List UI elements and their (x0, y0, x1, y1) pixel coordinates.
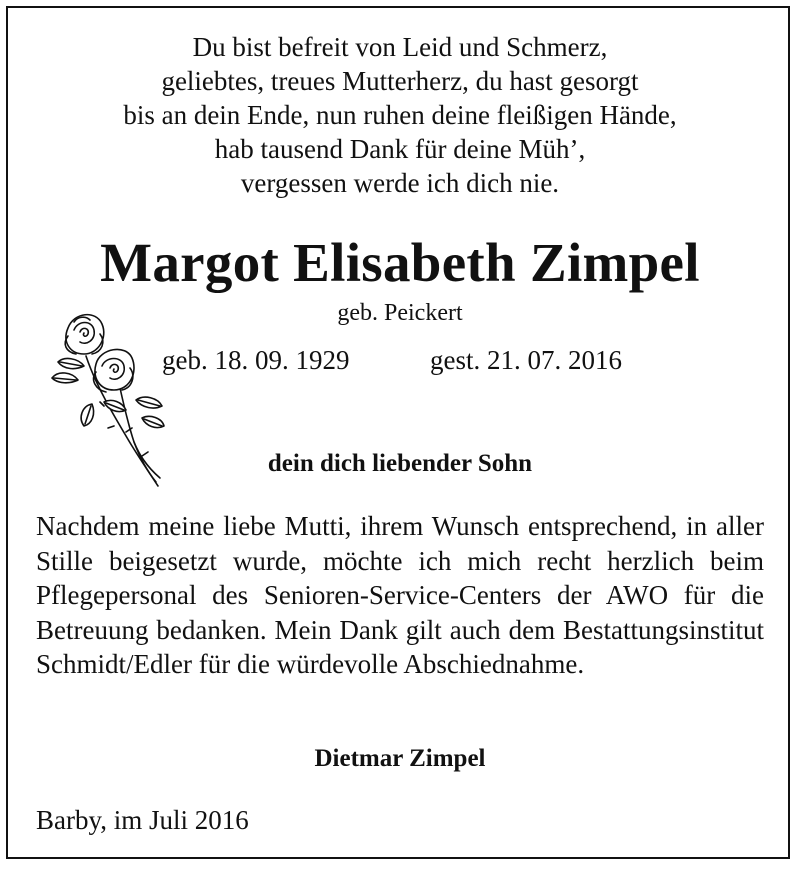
family-signoff: dein dich liebender Sohn (267, 450, 533, 477)
poem (0, 30, 800, 200)
poem-line: geliebtes, treues Mutterherz, du hast gesorgt (161, 66, 639, 96)
thanks-message: Nachdem meine liebe Mutti, ihrem Wunsch entsprechend, in aller Stille beigesetzt wurde, möchte ich mich recht herzlich beim Pflegepersonal des Senioren-Service-Centers der AWO für die Betreuung bedanken. Mein Dank gilt auch dem Bestattungsinstitut Schmidt/Edler für die würdevolle Abschiednahme. (36, 511, 764, 679)
maiden-name: geb. Peickert (337, 300, 463, 326)
poem-line: vergessen werde ich dich nie. (240, 168, 560, 198)
poem-line: bis an dein Ende, nun ruhen deine fleißigen Hände, (123, 100, 677, 130)
poem-line: hab tausend Dank für deine Müh’, (214, 134, 586, 164)
place-date: Barby, im Juli 2016 (36, 805, 249, 835)
signature-name: Dietmar Zimpel (314, 745, 486, 772)
birth-date: geb. 18. 09. 1929 (162, 345, 350, 375)
poem-line: Du bist befreit von Leid und Schmerz, (192, 32, 608, 62)
deceased-name: Margot Elisabeth Zimpel (100, 232, 700, 293)
death-date: gest. 21. 07. 2016 (430, 345, 622, 375)
